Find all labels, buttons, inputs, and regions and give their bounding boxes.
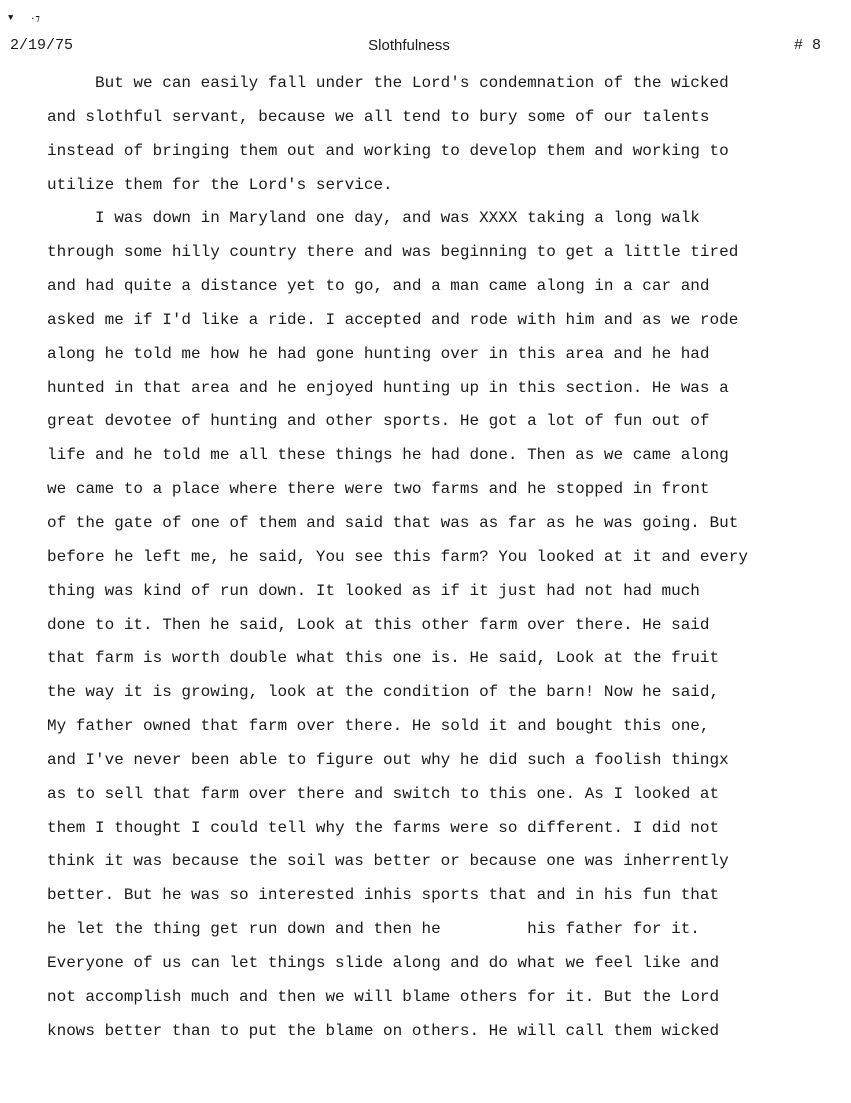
- stray-mark: ▼: [8, 13, 14, 23]
- text-line: hunted in that area and he enjoyed hunting up in this section. He was a: [47, 378, 729, 397]
- text-line: he let the thing get run down and then he his father for it.: [47, 920, 700, 939]
- text-line: and had quite a distance yet to go, and a man came along in a car and: [47, 277, 710, 296]
- page-header: [0, 37, 851, 59]
- document-body: [47, 72, 847, 1053]
- text-line: we came to a place where there were two farms and he stopped in front: [47, 480, 710, 499]
- text-line: as to sell that farm over there and switch to this one. As I looked at: [47, 784, 720, 803]
- text-line: thing was kind of run down. It looked as if it just had not had much: [47, 581, 700, 600]
- text-line: I was down in Maryland one day, and was XXXX taking a long walk: [95, 209, 700, 228]
- text-line: and slothful servant, because we all tend to bury some of our talents: [47, 107, 710, 126]
- text-line: Everyone of us can let things slide along and do what we feel like and: [47, 953, 720, 972]
- text-line: great devotee of hunting and other sports. He got a lot of fun out of: [47, 412, 710, 431]
- text-line: utilize them for the Lord's service.: [47, 175, 393, 194]
- page-title: Slothfulness: [368, 37, 450, 54]
- text-line: of the gate of one of them and said that was as far as he was going. But: [47, 513, 739, 532]
- text-line: done to it. Then he said, Look at this other farm over there. He said: [47, 615, 710, 634]
- text-line: instead of bringing them out and working to develop them and working to: [47, 141, 729, 160]
- stray-mark: ·⁊: [30, 14, 40, 24]
- text-line: better. But he was so interested inhis sports that and in his fun that: [47, 886, 720, 905]
- text-line: My father owned that farm over there. He sold it and bought this one,: [47, 717, 710, 736]
- text-line: life and he told me all these things he had done. Then as we came along: [47, 446, 729, 465]
- text-line: along he told me how he had gone hunting over in this area and he had: [47, 344, 710, 363]
- text-line: that farm is worth double what this one is. He said, Look at the fruit: [47, 649, 720, 668]
- header-date: 2/19/75: [10, 37, 74, 54]
- text-line: asked me if I'd like a ride. I accepted and rode with him and as we rode: [47, 310, 739, 329]
- text-line: and I've never been able to figure out why he did such a foolish thingx: [47, 750, 729, 769]
- text-line: not accomplish much and then we will blame others for it. But the Lord: [47, 987, 720, 1006]
- text-line: But we can easily fall under the Lord's condemnation of the wicked: [95, 74, 729, 92]
- text-line: through some hilly country there and was beginning to get a little tired: [47, 243, 739, 262]
- page-number: # 8: [793, 37, 821, 54]
- text-line: them I thought I could tell why the farms were so different. I did not: [47, 818, 720, 837]
- text-line: the way it is growing, look at the condition of the barn! Now he said,: [47, 683, 720, 702]
- text-line: knows better than to put the blame on others. He will call them wicked: [47, 1021, 720, 1040]
- text-line: think it was because the soil was better or because one was inherrently: [47, 852, 729, 871]
- text-line: before he left me, he said, You see this farm? You looked at it and every: [47, 547, 748, 566]
